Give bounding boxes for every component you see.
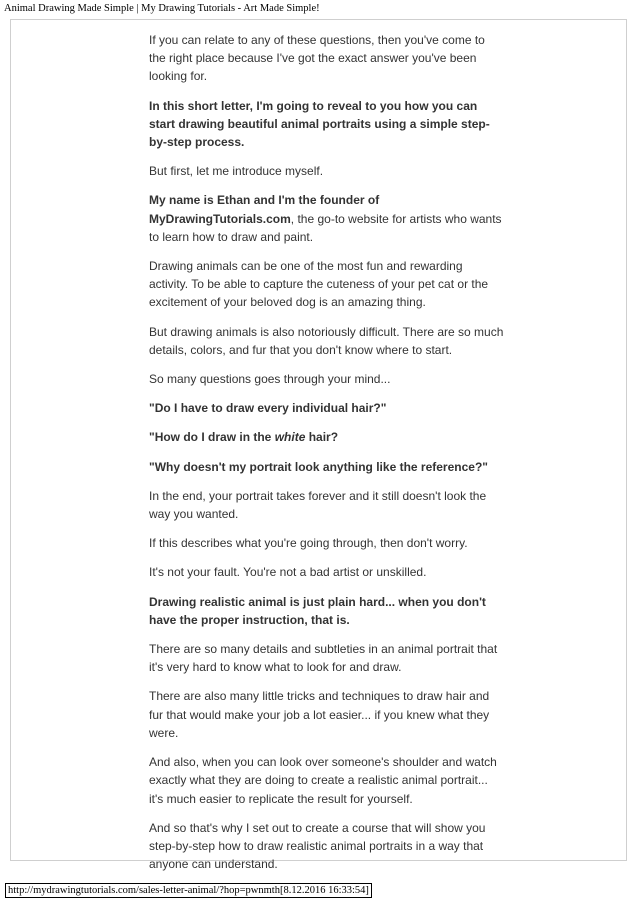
question-white-hair-start: "How do I draw in the [149,430,275,445]
paragraph-shoulder: And also, when you can look over someone's shoulder and watch exactly what they are doing to create a realistic animal portrait... it's much easier to replicate the result for yourself. [149,755,497,806]
paragraph-drawing-difficult: But drawing animals is also notoriously difficult. There are so much details, colors, and fur that you don't know where to start. [149,324,504,357]
paragraph-questions-intro: So many questions goes through your mind... [149,372,391,387]
paragraph-course: And so that's why I set out to create a course that will show you step-by-step how to draw realistic animal portraits in a way that anyone can understand. [149,820,486,872]
page-header-title: Animal Drawing Made Simple | My Drawing Tutorials - Art Made Simple! [4,3,320,14]
question-white-hair [149,428,504,446]
paragraph-reveal: In this short letter, I'm going to reveal to you how you can start drawing beautiful animal portraits using a simple step-by-step process. [149,98,490,150]
paragraph-not-your-fault: It's not your fault. You're not a bad artist or unskilled. [149,565,427,580]
paragraph-introduce: But first, let me introduce myself. [149,164,324,179]
founder-description-text: , the go-to website for artists who wants to learn how to draw and paint. [149,211,502,244]
page-footer-source-url: http://mydrawingtutorials.com/sales-letter-animal/?hop=pwnmth[8.12.2016 16:33:54] [5,883,372,898]
question-reference: "Why doesn't my portrait look anything like the reference?" [149,459,488,474]
paragraph-intro: If you can relate to any of these questions, then you've come to the right place because I've got the exact answer you've been looking for. [149,33,485,84]
paragraph-drawing-fun: Drawing animals can be one of the most fun and rewarding activity. To be able to capture the cuteness of your pet cat or the excitement of your beloved dog is an amazing thing. [149,259,489,310]
paragraph-tricks: There are also many little tricks and techniques to draw hair and fur that would make your job a lot easier... if you knew what they were. [149,689,490,740]
question-white-hair-end: hair? [305,430,339,445]
paragraph-dont-worry: If this describes what you're going through, then don't worry. [149,536,468,551]
paragraph-founder [149,191,504,246]
paragraph-plain-hard: Drawing realistic animal is just plain hard... when you don't have the proper instruction, that is. [149,594,486,627]
sales-letter-article [149,31,504,884]
paragraph-details: There are so many details and subtleties in an animal portrait that it's very hard to know what to look for and draw. [149,642,498,675]
founder-name-text: My name is Ethan and I'm the founder of MyDrawingTutorials.com [149,193,380,226]
question-individual-hair: "Do I have to draw every individual hair?" [149,401,387,416]
paragraph-takes-forever: In the end, your portrait takes forever and it still doesn't look the way you wanted. [149,488,487,522]
question-white-hair-italic: white [274,430,306,445]
